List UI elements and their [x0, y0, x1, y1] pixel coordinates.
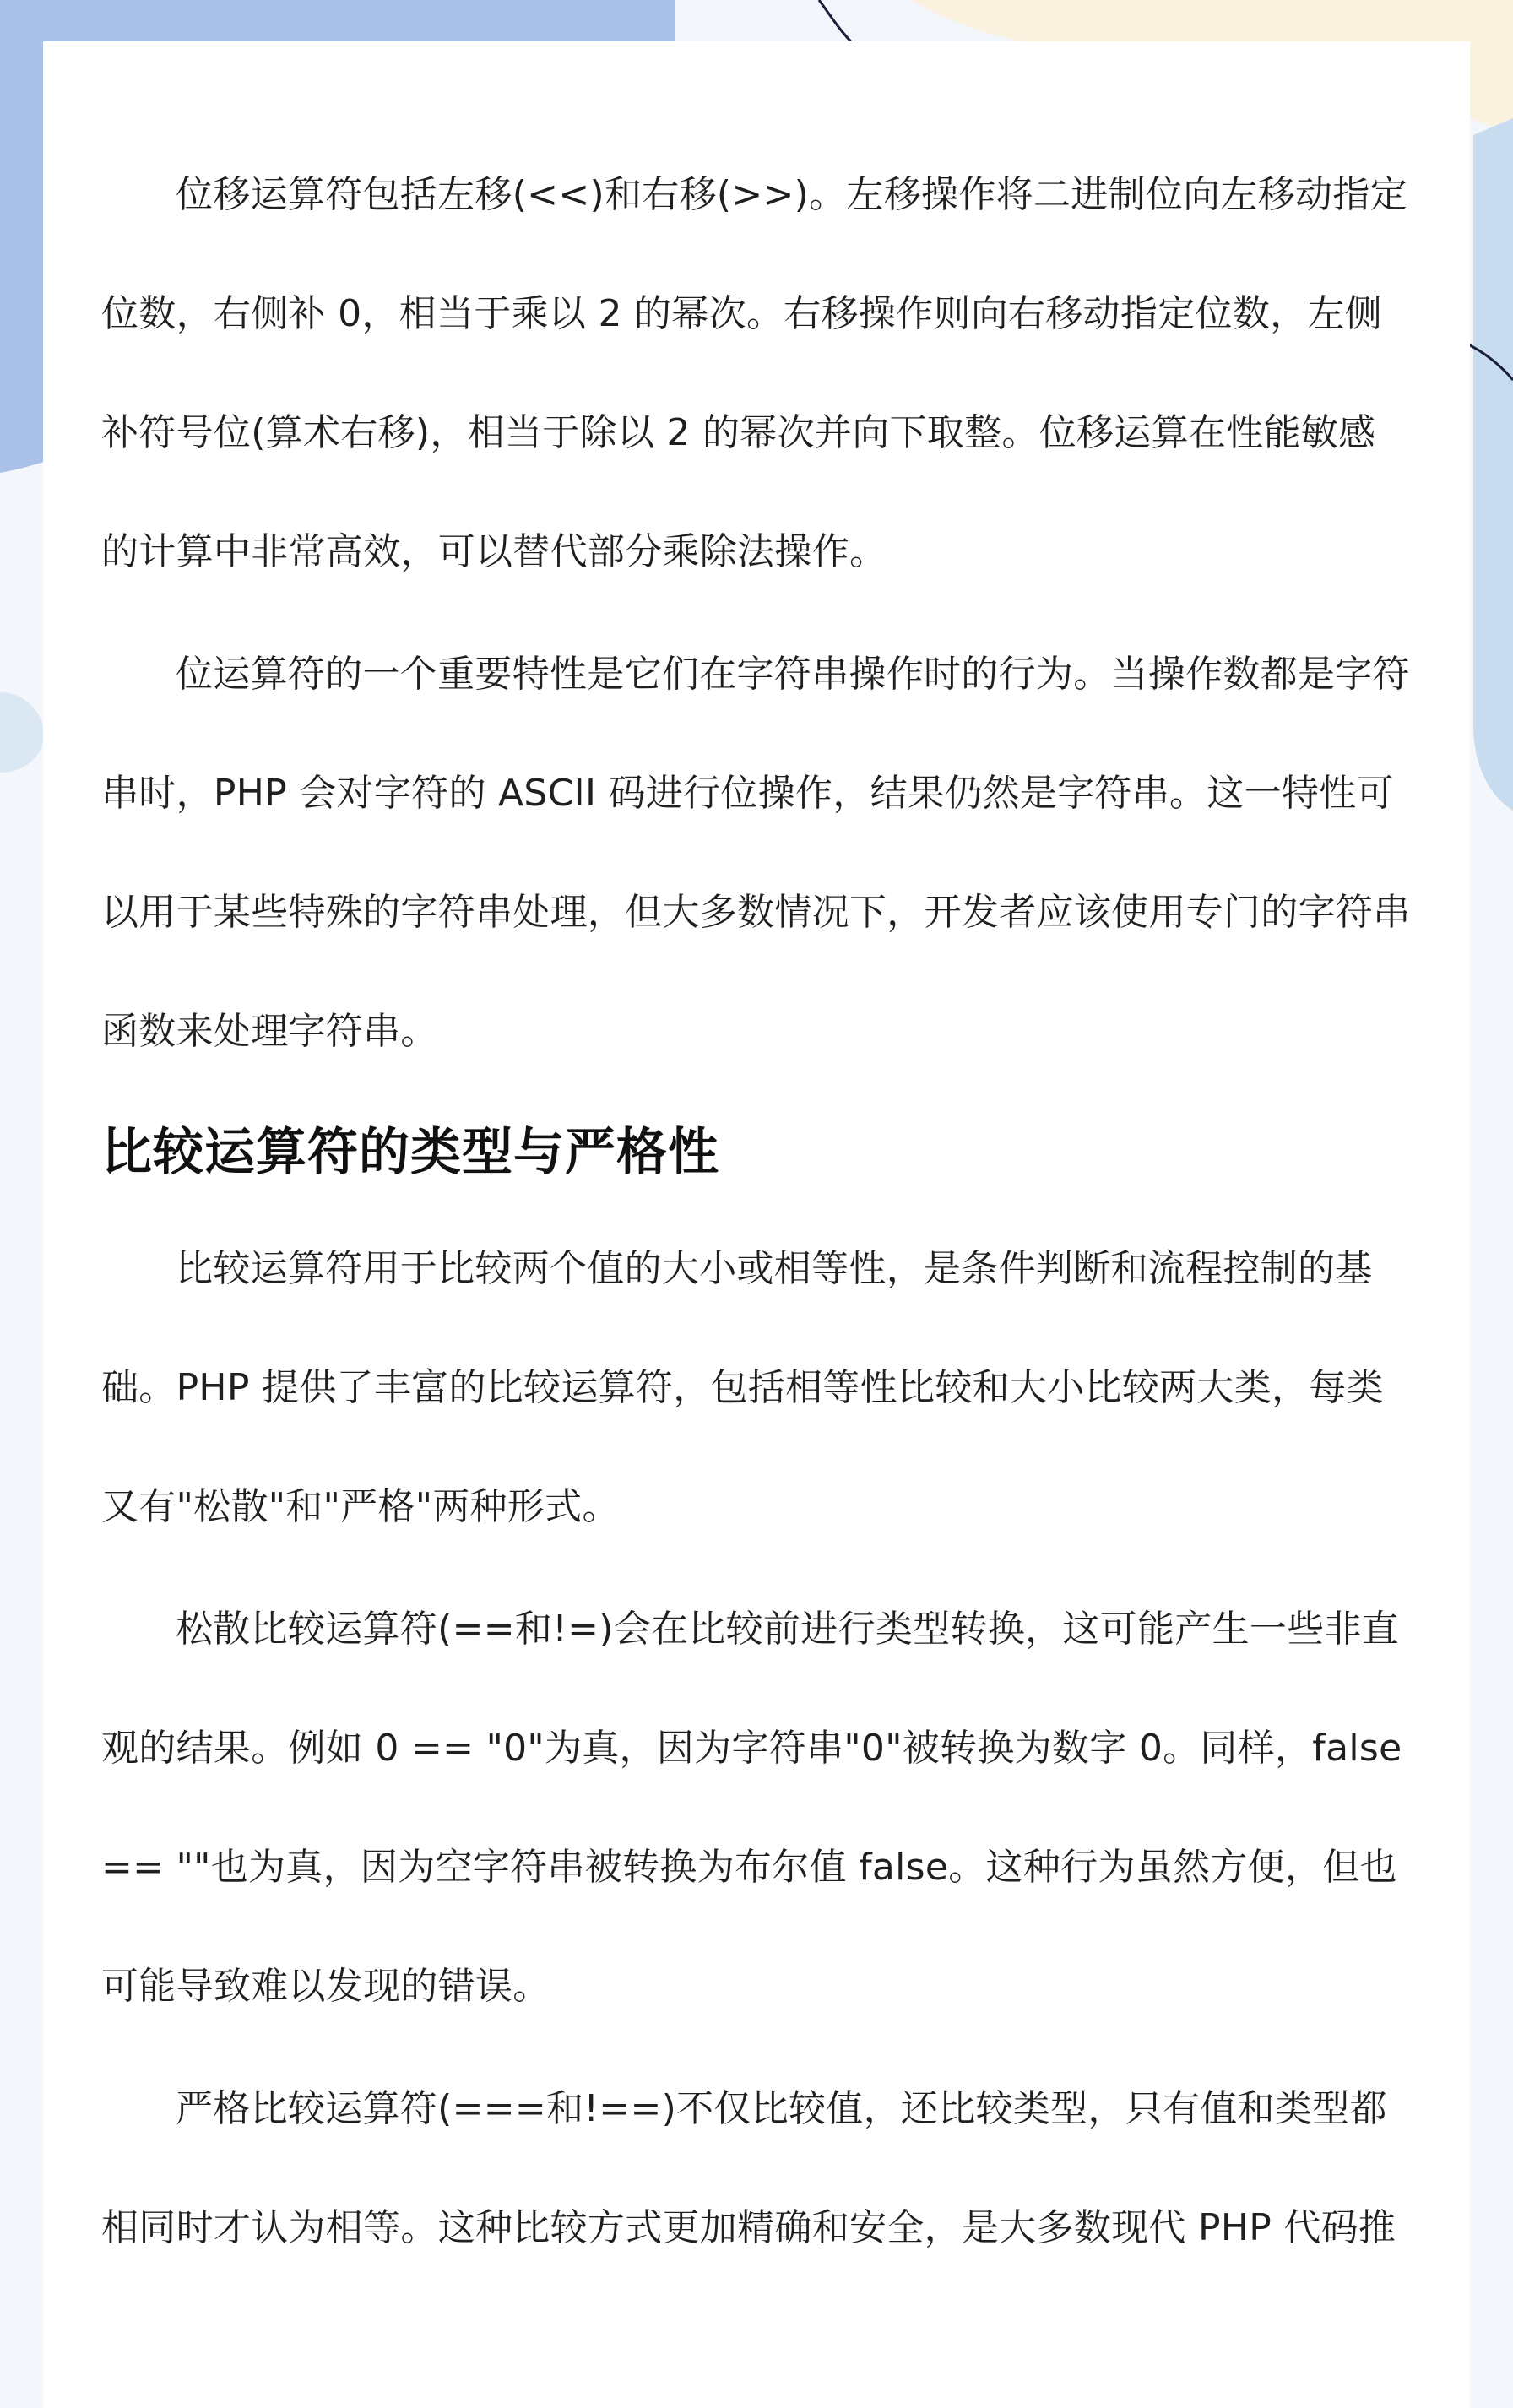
light-blue-blob-shape — [1473, 118, 1513, 811]
paragraph-comparison-intro: 比较运算符用于比较两个值的大小或相等性，是条件判断和流程控制的基础。PHP 提供了丰富的比较运算符，包括相等性比较和大小比较两大类，每类又有"松散"和"严格"两种形式。 — [101, 1247, 1384, 1528]
paragraph-bit-shift: 位移运算符包括左移(<<)和右移(>>)。左移操作将二进制位向左移动指定位数，右侧补 0，相当于乘以 2 的幂次。右移操作则向右移动指定位数，左侧补符号位(算术右移)，相当于除以 2 的幂次并向下取整。位移运算在性能敏感的计算中非常高效，可以替代部分乘除法操作。 — [101, 173, 1407, 573]
article-card — [43, 41, 1470, 2408]
paragraph-bitwise-strings: 位运算符的一个重要特性是它们在字符串操作时的行为。当操作数都是字符串时，PHP 会对字符的 ASCII 码进行位操作，结果仍然是字符串。这一特性可以用于某些特殊的字符串处理，但大多数情况下，开发者应该使用专门的字符串函数来处理字符串。 — [101, 653, 1411, 1053]
paragraph-loose-comparison: 松散比较运算符(==和!=)会在比较前进行类型转换，这可能产生一些非直观的结果。例如 0 == "0"为真，因为字符串"0"被转换为数字 0。同样，false == ""也为真，因为空字符串被转换为布尔值 false。这种行为虽然方便，但也可能导致难以发现的错误。 — [101, 1608, 1402, 2008]
paragraph-strict-comparison: 严格比较运算符(===和!==)不仅比较值，还比较类型，只有值和类型都相同时才认为相等。这种比较方式更加精确和安全，是大多数现代 PHP 代码推 — [101, 2087, 1396, 2249]
section-heading: 比较运算符的类型与严格性 — [101, 1123, 719, 1182]
